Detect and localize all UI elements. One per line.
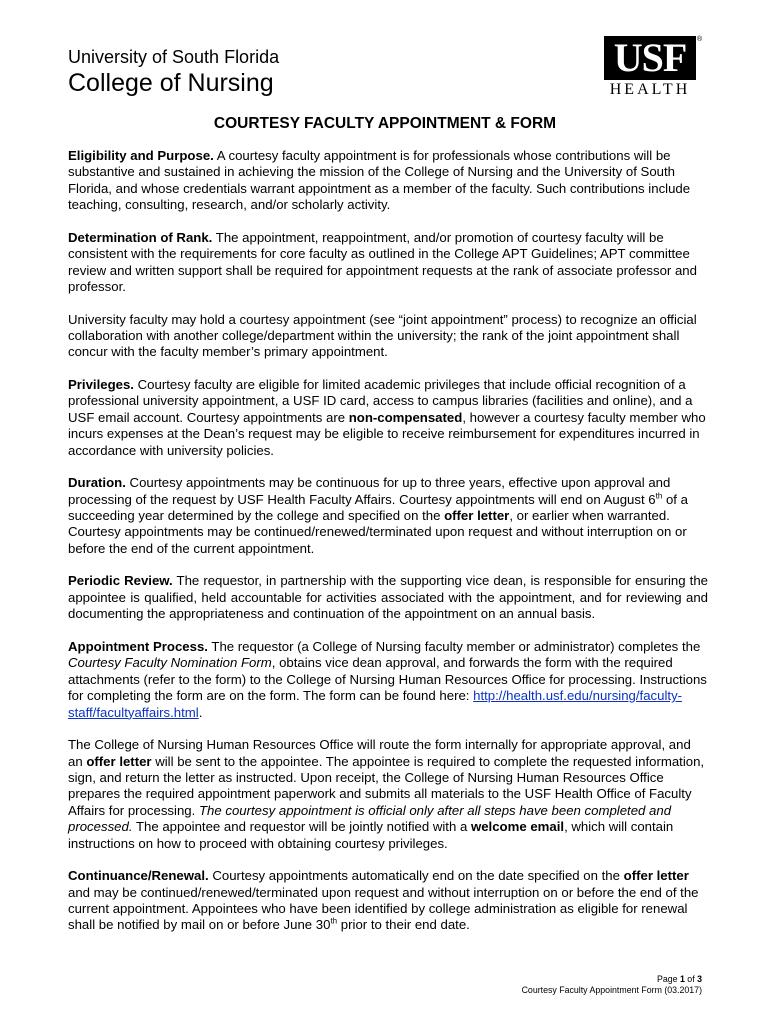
paragraph-routing	[68, 737, 708, 852]
renewal-bold: offer letter	[623, 868, 689, 884]
usf-health-logo	[604, 35, 703, 100]
page-total: 3	[697, 974, 702, 984]
renewal-heading: Continuance/Renewal.	[68, 868, 209, 884]
joint-text: University faculty may hold a courtesy appointment (see “joint appointment” process) to recognize an official collaboration with another college/department within the university; the rank of the joint appointment shall concur with the faculty member’s primary appointment.	[68, 311, 697, 360]
paragraph-review	[68, 573, 708, 622]
duration-bold: offer letter	[444, 508, 510, 524]
rank-text: The appointment, reappointment, and/or promotion of courtesy faculty will be consistent with the requirements for core faculty as outlined in the College APT Guidelines; APT committee review and written support shall be required for appointment requests at the rank of associate professor and professor.	[68, 229, 697, 295]
privileges-text-1: Courtesy faculty are eligible for limited academic privileges that include official recognition of a professional university appointment, a USF ID card, access to campus libraries (facilities and online), and a USF email account. Courtesy appointments are	[68, 377, 693, 425]
privileges-text-2: , however a courtesy faculty member who incurs expenses at the Dean’s request may be eligible to receive reimbursement for expenditures incurred in accordance with university policies.	[68, 409, 706, 458]
page-label: Page	[656, 974, 680, 984]
review-text: The requestor, in partnership with the supporting vice dean, is responsible for ensuring the appointee is qualified, held accountable for activities associated with the appointment, and for reviewing and documenting the appropriateness and continuation of the appointment on an annual basis.	[68, 573, 708, 622]
paragraph-duration	[68, 475, 708, 557]
registered-mark: ®	[697, 36, 703, 43]
page-footer	[522, 974, 702, 996]
privileges-heading: Privileges.	[68, 377, 134, 393]
routing-text-2: will be sent to the appointee. The appointee is required to complete the requested information, sign, and return the letter as instructed. Upon receipt, the College of Nursing Human Resources Office prepares the required appointment paperwork and submits all materials to the USF Health Office of Faculty Affairs for processing.	[68, 753, 705, 818]
routing-bold-1: offer letter	[86, 753, 152, 769]
duration-text-1: Courtesy appointments may be continuous for up to three years, effective upon approval and processing of the request by USF Health Faculty Affairs. Courtesy appointments will end on August 6	[68, 475, 671, 507]
process-text-3: .	[198, 704, 203, 720]
paragraph-privileges	[68, 377, 708, 459]
renewal-text-2: and may be continued/renewed/terminated upon request and without interruption on or before the end of the current appointment. Appointees who have been identified by college administration as eligible for renewal shall be notified by mail on or before June 30	[68, 884, 699, 933]
duration-text-2: of a succeeding year determined by the college and specified on the	[68, 491, 688, 524]
renewal-superscript: th	[330, 916, 338, 926]
routing-text-1: The College of Nursing Human Resources Office will route the form internally for appropriate approval, and an	[68, 737, 691, 769]
duration-superscript: th	[655, 491, 663, 501]
eligibility-text: A courtesy faculty appointment is for professionals whose contributions will be substantive and sustained in achieving the mission of the College of Nursing and the University of South Florida, and whose credentials warrant appointment as a member of the faculty. Such contributions include teaching, consulting, research, and/or scholarly activity.	[68, 148, 691, 213]
renewal-text-1: Courtesy appointments automatically end on the date specified on the	[208, 868, 624, 884]
college-name: College of Nursing	[68, 69, 274, 97]
privileges-bold: non-compensated	[348, 409, 463, 425]
routing-bold-2: welcome email	[470, 819, 565, 835]
routing-text-4: , which will contain instructions on how to proceed with obtaining courtesy privileges.	[68, 819, 674, 851]
document-body	[68, 148, 708, 950]
duration-text-3: , or earlier when warranted. Courtesy appointments may be continued/renewed/terminated upon request and without interruption on or before the end of the current appointment.	[68, 508, 687, 556]
page-number	[522, 974, 702, 985]
form-name: Courtesy Faculty Appointment Form (03.2017)	[521, 985, 702, 995]
health-wordmark: HEALTH	[609, 81, 691, 98]
process-text-2: , obtains vice dean approval, and forwards the form with the required attachments (refer to the form) to the College of Nursing Human Resources Office for processing. Instructions for completing the form are on the form. The form can be found here:	[68, 655, 707, 704]
rank-heading: Determination of Rank.	[68, 229, 213, 245]
process-heading: Appointment Process.	[68, 638, 208, 654]
document-header	[68, 46, 279, 98]
process-text-1: The requestor (a College of Nursing faculty member or administrator) completes the	[207, 638, 701, 654]
routing-text-3: The appointee and requestor will be jointly notified with a	[132, 819, 471, 835]
paragraph-joint	[68, 312, 708, 361]
review-heading: Periodic Review.	[68, 573, 173, 589]
paragraph-renewal	[68, 868, 708, 934]
page-current: 1	[679, 974, 685, 984]
paragraph-eligibility	[68, 148, 708, 214]
renewal-text-3: prior to their end date.	[337, 917, 470, 933]
paragraph-rank	[68, 230, 708, 296]
usf-logo-mark: USF	[604, 36, 696, 80]
eligibility-heading: Eligibility and Purpose.	[68, 148, 214, 163]
university-name: University of South Florida	[68, 47, 280, 67]
paragraph-process	[68, 639, 708, 721]
document-title: COURTESY FACULTY APPOINTMENT & FORM	[213, 115, 557, 132]
page-of: of	[684, 974, 698, 984]
faculty-affairs-link[interactable]: http://health.usf.edu/nursing/faculty-staff/facultyaffairs.html	[68, 688, 683, 720]
duration-heading: Duration.	[68, 475, 126, 491]
process-italic: Courtesy Faculty Nomination Form	[68, 655, 272, 671]
routing-italic: The courtesy appointment is official only after all steps have been completed and processed.	[68, 802, 672, 835]
